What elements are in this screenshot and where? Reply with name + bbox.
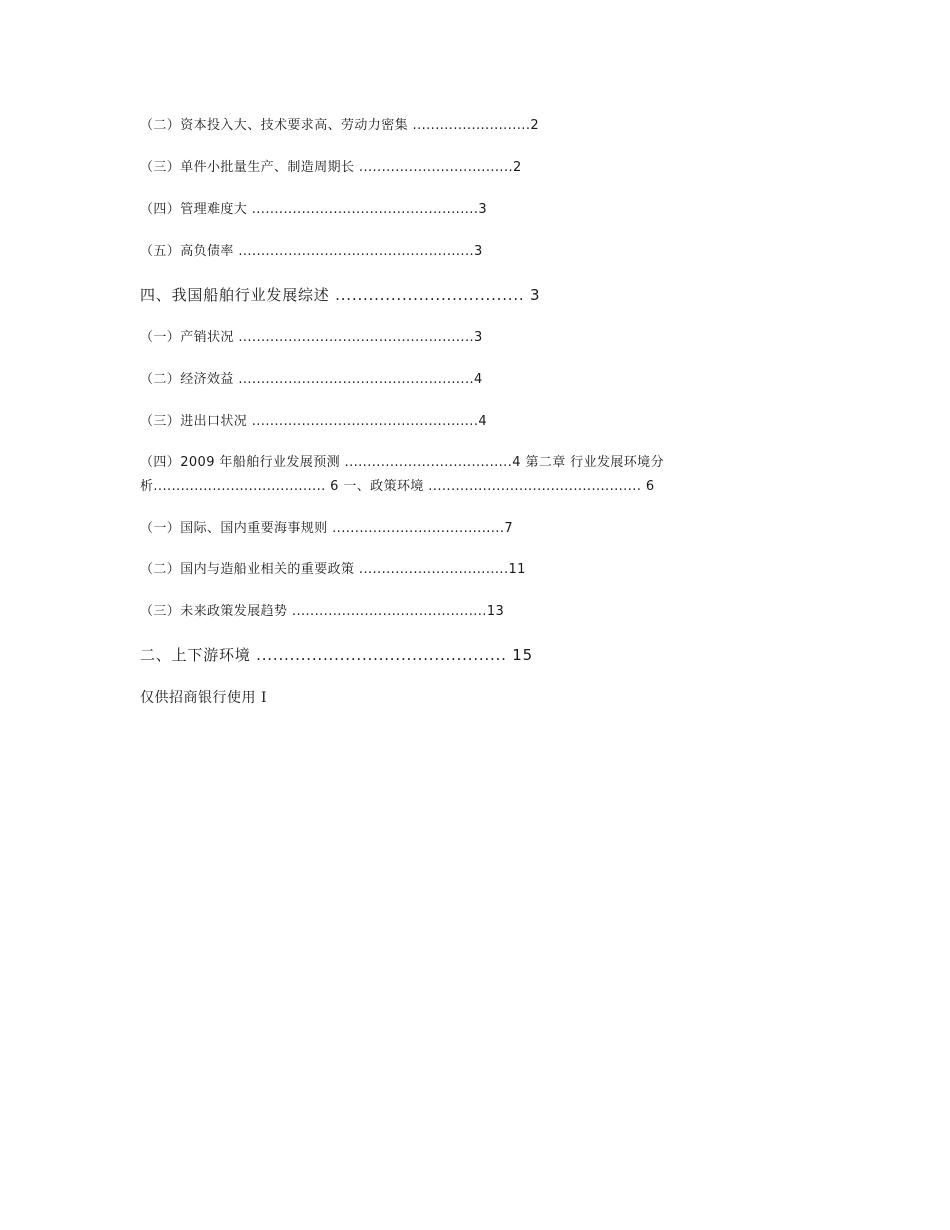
toc-line: （一）国际、国内重要海事规则 ......................................7 (140, 521, 514, 536)
toc-section-heading: 四、我国船舶行业发展综述 .................................. 3 (140, 286, 541, 304)
page-footer: 仅供招商银行使用 I (140, 690, 267, 706)
toc-section-heading: 二、上下游环境 ............................................. 15 (140, 646, 533, 664)
toc-line: （一）产销状况 ....................................................3 (140, 330, 483, 345)
toc-line: （三）未来政策发展趋势 ...........................................13 (140, 604, 505, 619)
toc-line: （三）单件小批量生产、制造周期长 ..................................2 (140, 160, 522, 175)
toc-line: （二）资本投入大、技术要求高、劳动力密集 ..........................2 (140, 118, 540, 133)
toc-line: （五）高负债率 ....................................................3 (140, 244, 483, 259)
toc-line: （四）管理难度大 ..................................................3 (140, 202, 488, 217)
toc-line: （二）国内与造船业相关的重要政策 .................................11 (140, 562, 526, 577)
toc-line-wrapped: （四）2009 年船舶行业发展预测 .....................................4 第二章 行业发展环境分析...................................... 6 一、政策环境 ............................................... 6 (140, 455, 664, 494)
toc-line: （三）进出口状况 ..................................................4 (140, 414, 488, 429)
toc-line: （二）经济效益 ....................................................4 (140, 372, 483, 387)
